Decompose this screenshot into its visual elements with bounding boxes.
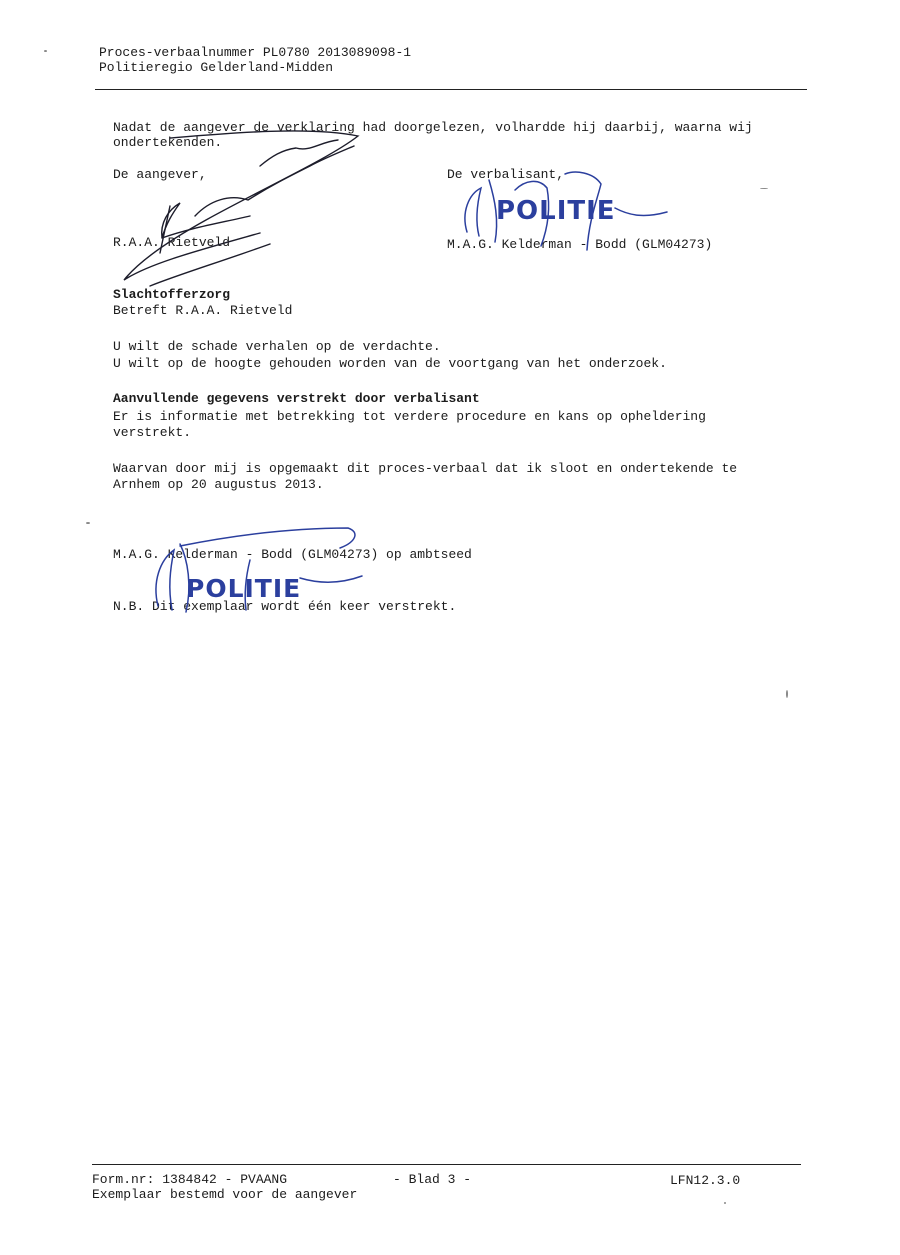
victim-care-regarding: Betreft R.A.A. Rietveld [113,303,293,318]
footer-page-label: - Blad 3 - [393,1172,472,1187]
additional-info-line-1: Er is informatie met betrekking tot verdere procedure en kans op opheldering [113,409,706,424]
scan-speck [86,522,90,524]
additional-info-line-2: verstrekt. [113,425,192,440]
footer-copy-for: Exemplaar bestemd voor de aangever [92,1187,358,1202]
closing-line-1: Nadat de aangever de verklaring had doorgelezen, volhardde hij daarbij, waarna wij [113,120,753,135]
victim-care-line-1: U wilt de schade verhalen op de verdachte. [113,339,441,354]
signer-right-title: De verbalisant, [447,167,565,182]
complainant-signature [110,128,380,298]
header-case-number: Proces-verbaalnummer PL0780 2013089098-1 [99,45,412,60]
signer-right-name: M.A.G. Kelderman - Bodd (GLM04273) [447,237,713,252]
additional-info-heading: Aanvullende gegevens verstrekt door verbalisant [113,391,480,406]
victim-care-line-2: U wilt op de hoogte gehouden worden van de voortgang van het onderzoek. [113,356,667,371]
victim-care-heading: Slachtofferzorg [113,287,231,302]
closing-line-2: ondertekenden. [113,135,223,150]
police-stamp-text-bottom: POLITIE [186,574,302,603]
signer-left-title: De aangever, [113,167,207,182]
header-divider [95,89,807,90]
scan-speck [44,50,47,52]
oath-line: M.A.G. Kelderman - Bodd (GLM04273) op ambtseed [113,547,472,562]
scan-speck [786,690,788,698]
header-police-region: Politieregio Gelderland-Midden [99,60,334,75]
footer-divider [92,1164,801,1165]
footer-version: LFN12.3.0 [670,1173,741,1188]
footer-form-number: Form.nr: 1384842 - PVAANG [92,1172,288,1187]
signer-left-name: R.A.A. Rietveld [113,235,231,250]
scan-speck [760,188,768,189]
note-line: N.B. Dit exemplaar wordt één keer verstrekt. [113,599,457,614]
closing-statement-2: Arnhem op 20 augustus 2013. [113,477,324,492]
scan-speck [724,1202,726,1204]
closing-statement-1: Waarvan door mij is opgemaakt dit proces-verbaal dat ik sloot en ondertekende te [113,461,738,476]
police-stamp-text-top: POLITIE [496,196,616,226]
